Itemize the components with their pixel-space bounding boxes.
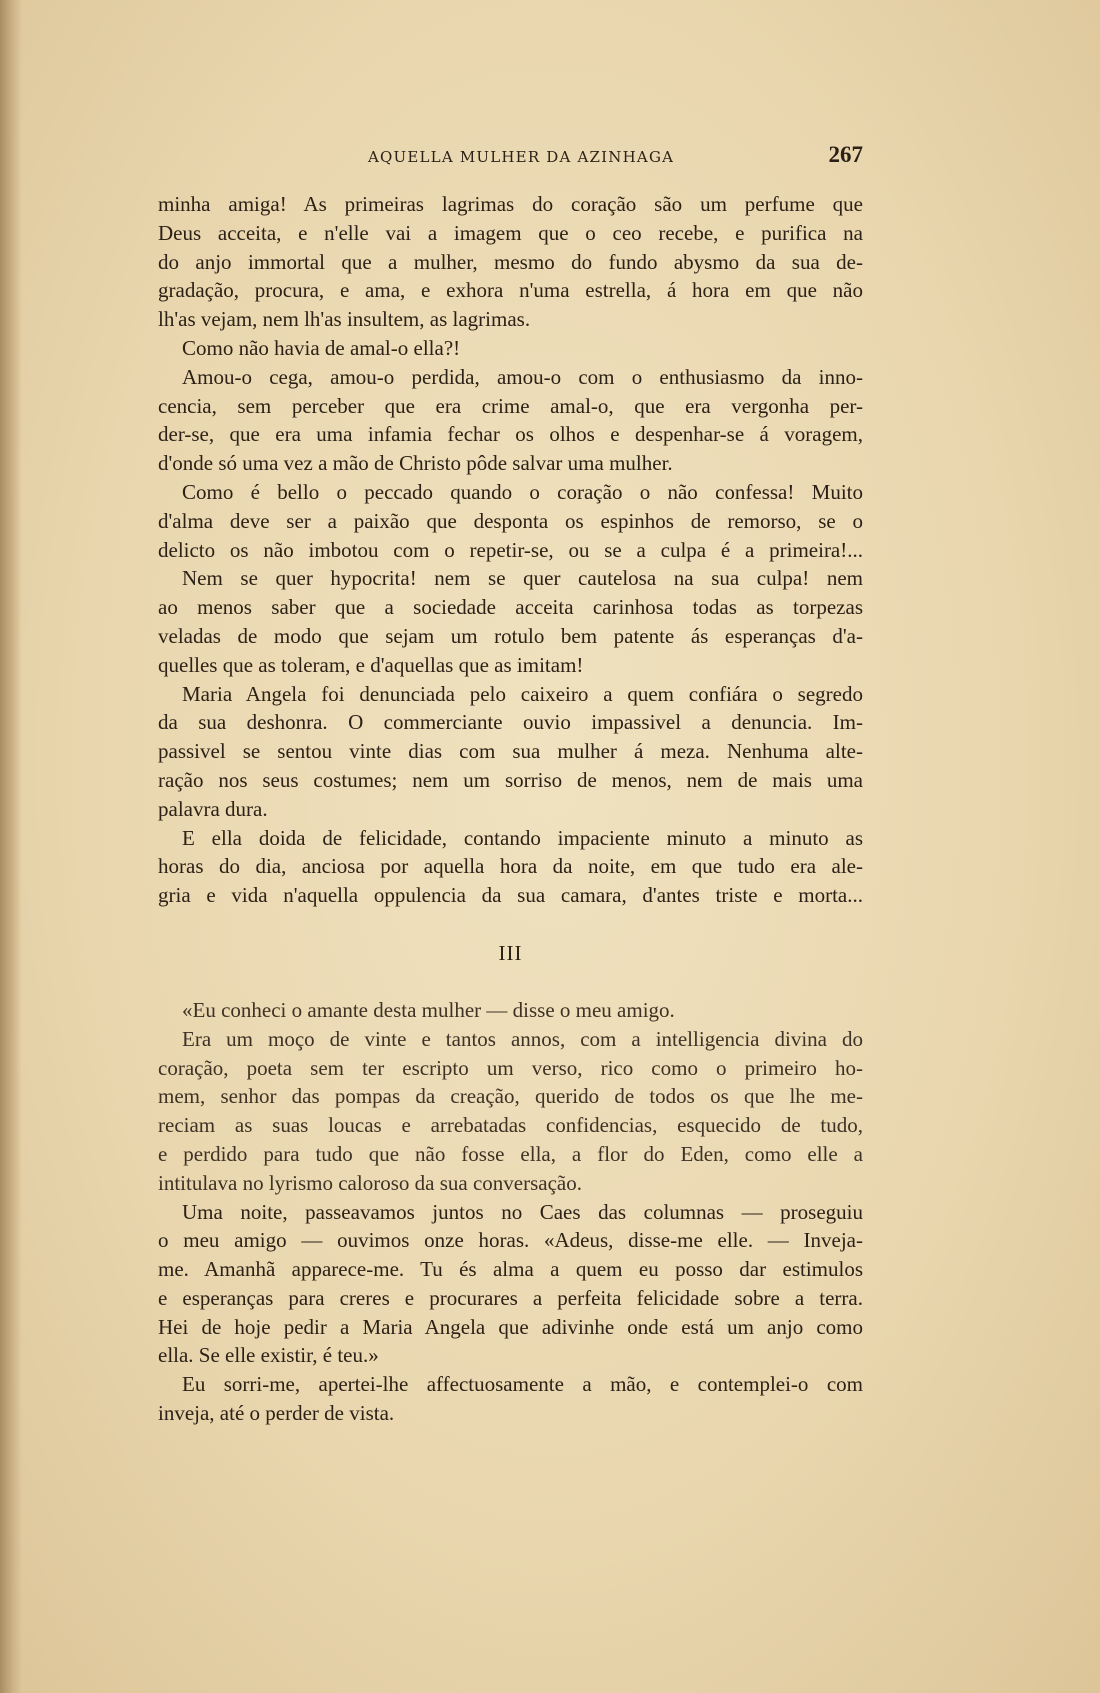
text-line: Como não havia de amal-o ella?! xyxy=(182,335,461,360)
text-line: lh'as vejam, nem lh'as insultem, as lagrimas. xyxy=(158,307,531,332)
text-line: ração nos seus costumes; nem um sorriso de menos, nem de mais uma xyxy=(158,767,863,792)
text-line: Hei de hoje pedir a Maria Angela que adivinhe onde está um anjo como xyxy=(158,1314,863,1339)
page-number: 267 xyxy=(828,142,863,167)
text-line: da sua deshonra. O commerciante ouvio impassivel a denuncia. Im- xyxy=(158,710,863,735)
running-head-title: AQUELLA MULHER DA AZINHAGA xyxy=(368,148,675,166)
text-line: coração, poeta sem ter escripto um verso, rico como o primeiro ho- xyxy=(158,1055,863,1080)
text-line: do anjo immortal que a mulher, mesmo do fundo abysmo da sua de- xyxy=(158,249,863,274)
text-line: cencia, sem perceber que era crime amal-o, que era vergonha per- xyxy=(158,393,863,418)
text-line: veladas de modo que sejam um rotulo bem patente ás esperanças d'a- xyxy=(158,623,863,648)
text-line: mem, senhor das pompas da creação, querido de todos os que lhe me- xyxy=(158,1084,863,1109)
text-line: der-se, que era uma infamia fechar os olhos e despenhar-se á voragem, xyxy=(158,422,863,447)
text-line: delicto os não imbotou com o repetir-se, ou se a culpa é a primeira!... xyxy=(158,537,863,562)
text-line: reciam as suas loucas e arrebatadas confidencias, esquecido de tudo, xyxy=(158,1113,863,1138)
running-head xyxy=(158,144,863,170)
text-line: inveja, até o perder de vista. xyxy=(158,1401,395,1426)
page-spine-shadow xyxy=(0,0,22,1693)
text-line: horas do dia, anciosa por aquella hora da noite, em que tudo era ale- xyxy=(158,854,863,879)
text-line: minha amiga! As primeiras lagrimas do coração são um perfume que xyxy=(158,192,863,216)
text-line: e perdido para tudo que não fosse ella, a flor do Eden, como elle a xyxy=(158,1141,863,1166)
text-line: gria e vida n'aquella oppulencia da sua camara, d'antes triste e morta... xyxy=(158,883,863,908)
text-line: me. Amanhã apparece-me. Tu és alma a quem eu posso dar estimulos xyxy=(158,1257,863,1282)
text-line: ella. Se elle existir, é teu.» xyxy=(158,1343,379,1368)
text-line: o meu amigo — ouvimos onze horas. «Adeus, disse-me elle. — Inveja- xyxy=(158,1228,863,1253)
text-line: Como é bello o peccado quando o coração o não confessa! Muito xyxy=(182,479,863,504)
body-text xyxy=(158,190,863,1428)
text-line: Maria Angela foi denunciada pelo caixeiro a quem confiára o segredo xyxy=(182,681,863,706)
text-line: Eu sorri-me, apertei-lhe affectuosamente a mão, e contemplei-o com xyxy=(182,1372,863,1397)
text-line: «Eu conheci o amante desta mulher — disse o meu amigo. xyxy=(182,997,675,1022)
text-line: Era um moço de vinte e tantos annos, com a intelligencia divina do xyxy=(182,1026,863,1051)
text-line: E ella doida de felicidade, contando impaciente minuto a minuto as xyxy=(182,825,863,850)
text-line: d'alma deve ser a paixão que desponta os espinhos de remorso, se o xyxy=(158,508,863,533)
text-line: ao menos saber que a sociedade acceita carinhosa todas as torpezas xyxy=(158,595,863,620)
text-line: quelles que as toleram, e d'aquellas que as imitam! xyxy=(158,652,584,677)
text-line: Uma noite, passeavamos juntos no Caes das columnas — proseguiu xyxy=(182,1199,863,1224)
text-line: palavra dura. xyxy=(158,796,268,821)
text-line: gradação, procura, e ama, e exhora n'uma estrella, á hora em que não xyxy=(158,278,863,303)
text-line: passivel se sentou vinte dias com sua mulher á meza. Nenhuma alte- xyxy=(158,739,863,764)
section-heading: III xyxy=(498,940,523,965)
text-line: intitulava no lyrismo caloroso da sua conversação. xyxy=(158,1170,582,1195)
text-line: Nem se quer hypocrita! nem se quer cautelosa na sua culpa! nem xyxy=(182,566,863,591)
text-line: d'onde só uma vez a mão de Christo pôde salvar uma mulher. xyxy=(158,451,673,476)
text-line: e esperanças para creres e procurares a perfeita felicidade sobre a terra. xyxy=(158,1285,863,1310)
text-line: Deus acceita, e n'elle vai a imagem que o ceo recebe, e purifica na xyxy=(158,220,863,245)
text-line: Amou-o cega, amou-o perdida, amou-o com o enthusiasmo da inno- xyxy=(182,364,863,389)
